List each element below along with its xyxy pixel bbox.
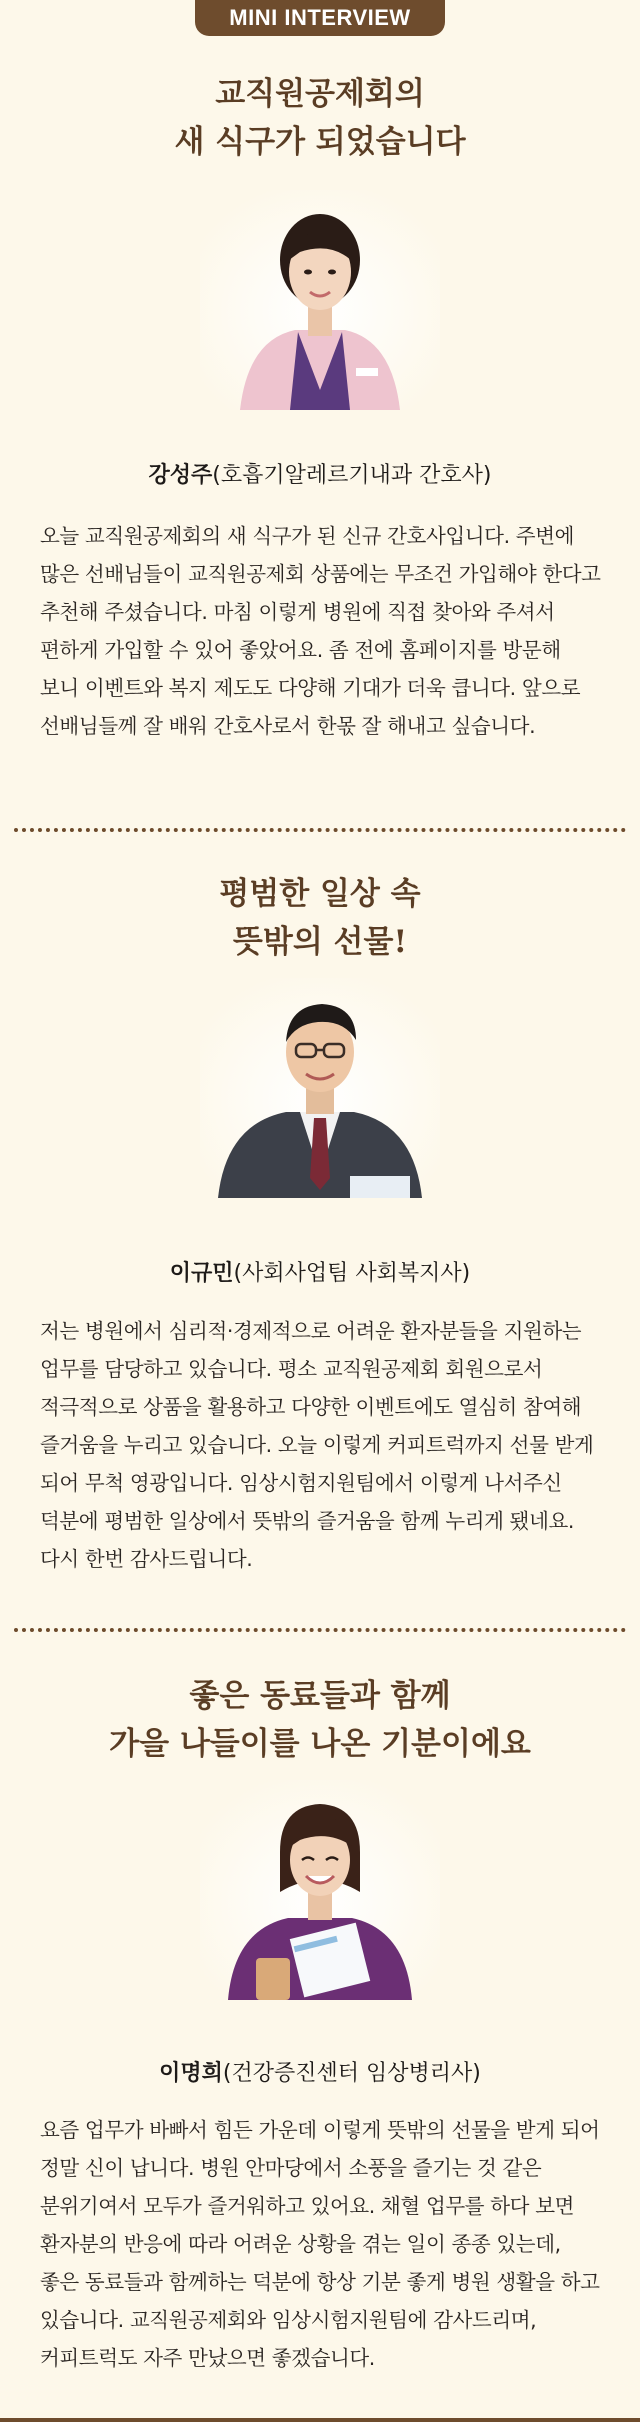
interviewee-2-name bbox=[0, 1256, 640, 1287]
headline: 교직원공제회의 새 식구가 되었습니다 bbox=[174, 76, 466, 160]
interviewee-1-name bbox=[0, 458, 640, 489]
dotted-divider bbox=[14, 1628, 626, 1632]
role: (호흡기알레르기내과 간호사) bbox=[212, 463, 492, 488]
headline: 좋은 동료들과 함께 가을 나들이를 나온 기분이에요 bbox=[109, 1678, 531, 1762]
interview-1-body: 오늘 교직원공제회의 새 식구가 된 신규 간호사입니다. 주변에 많은 선배님들이 교직원공제회 상품에는 무조건 가입해야 한다고 추천해 주셨습니다. 마침 이렇게 병원에 직접 찾아와 주셔서 편하게 가입할 수 있어 좋았어요. 좀 전에 홈페이지를 방문해 보니 이벤트와 복지 제도도 다양해 기대가 더욱 큽니다. 앞으로 선배님들께 잘 배워 간호사로서 한몫 잘 해내고 싶습니다. bbox=[40, 524, 601, 738]
name: 강성주 bbox=[148, 463, 213, 488]
interview-3-body: 요즘 업무가 바빠서 힘든 가운데 이렇게 뜻밖의 선물을 받게 되어 정말 신이 납니다. 병원 안마당에서 소풍을 즐기는 것 같은 분위기여서 모두가 즐거워하고 있어요. 채혈 업무를 하다 보면 환자분의 반응에 따라 어려운 상황을 겪는 일이 종종 있는데, 좋은 동료들과 함께하는 덕분에 항상 기분 좋게 병원 생활을 하고 있습니다. 교직원공제회와 임상시험지원팀에 감사드리며, 커피트럭도 자주 만났으면 좋겠습니다. bbox=[40, 2118, 600, 2370]
role: (건강증진센터 임상병리사) bbox=[222, 2061, 481, 2086]
interview-3-headline bbox=[0, 1672, 640, 1768]
mini-interview-badge: MINI INTERVIEW bbox=[195, 0, 445, 36]
portrait-social-worker bbox=[200, 978, 440, 1198]
name: 이규민 bbox=[169, 1261, 234, 1286]
dotted-divider bbox=[14, 828, 626, 832]
interview-2-headline bbox=[0, 870, 640, 966]
interview-2-body: 저는 병원에서 심리적·경제적으로 어려운 환자분들을 지원하는 업무를 담당하고 있습니다. 평소 교직원공제회 회원으로서 적극적으로 상품을 활용하고 다양한 이벤트에도 열심히 참여해 즐거움을 누리고 있습니다. 오늘 이렇게 커피트럭까지 선물 받게 되어 무척 영광입니다. 임상시험지원팀에서 이렇게 나서주신 덕분에 평범한 일상에서 뜻밖의 즐거움을 함께 누리게 됐네요. 다시 한번 감사드립니다. bbox=[40, 1319, 594, 1571]
role: (사회사업팀 사회복지사) bbox=[233, 1261, 471, 1286]
portrait-lab-technician bbox=[200, 1780, 440, 2000]
name: 이명희 bbox=[159, 2061, 223, 2086]
bottom-rule bbox=[0, 2418, 640, 2422]
portrait-nurse bbox=[200, 190, 440, 410]
interviewee-3-name bbox=[0, 2056, 640, 2087]
headline: 평범한 일상 속 뜻밖의 선물! bbox=[219, 876, 421, 960]
interview-1-headline bbox=[0, 70, 640, 166]
